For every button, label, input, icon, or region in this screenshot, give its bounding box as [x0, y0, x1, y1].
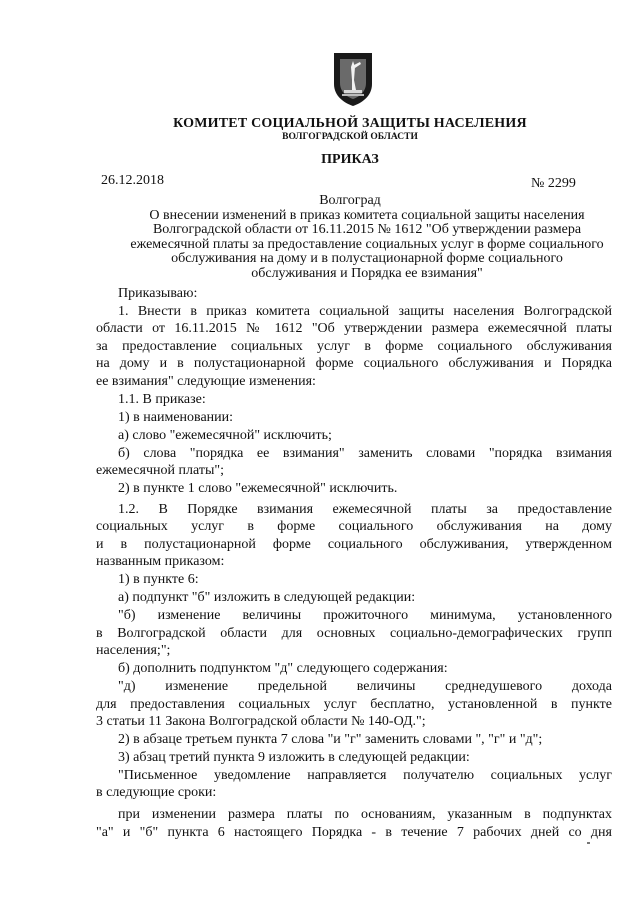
body-line: 3 статьи 11 Закона Волгоградской области № 140-ОД."; [96, 714, 426, 729]
body-line: "а" и "б" пункта 6 настоящего Порядка - в течение 7 рабочих дней со дня [96, 825, 612, 840]
body-line: а) слово "ежемесячной" исключить; [118, 428, 332, 443]
body-line: б) слова "порядка ее взимания" заменить словами "порядка взимания [118, 446, 612, 461]
body-line: "б) изменение величины прожиточного минимума, установленного [118, 608, 612, 623]
body-line: и в полустационарной форме социального обслуживания, утвержденном [96, 537, 612, 552]
body-line: ее взимания" следующие изменения: [96, 374, 316, 389]
document-number: № 2299 [531, 176, 576, 191]
body-line: 1) в пункте 6: [118, 572, 199, 587]
body-line: на дому и в полустационарной форме социального обслуживания и Порядка [96, 356, 612, 371]
body-line: 2) в абзаце третьем пункта 7 слова "и "г" заменить словами ", "г" и "д"; [118, 732, 543, 747]
body-line: области от 16.11.2015 № 1612 "Об утверждении размера ежемесячной платы [96, 321, 612, 336]
body-line: населения;"; [96, 643, 171, 658]
body-line: 1) в наименовании: [118, 410, 234, 425]
body-line: ежемесячной платы"; [96, 463, 224, 478]
body-line: "Письменное уведомление направляется получателю социальных услуг [118, 768, 612, 783]
document-date: 26.12.2018 [101, 173, 164, 188]
body-line: а) подпункт "б" изложить в следующей редакции: [118, 590, 416, 605]
scan-artifact [587, 842, 590, 844]
body-line: 3) абзац третий пункта 9 изложить в следующей редакции: [118, 750, 470, 765]
document-city: Волгоград [319, 193, 381, 208]
body-line: социальных услуг в форме социального обслуживания на дому [96, 519, 612, 534]
body-line: 1.1. В приказе: [118, 392, 206, 407]
body-line: названным приказом: [96, 554, 225, 569]
body-line: б) дополнить подпунктом "д" следующего содержания: [118, 661, 448, 676]
organization-subtitle: ВОЛГОГРАДСКОЙ ОБЛАСТИ [282, 132, 418, 142]
document-subject: О внесении изменений в приказ комитета социальной защиты населения Волгоградской области от 16.11.2015 № 1612 "Об утверждении размера ежемесячной платы за предоставление социальных услуг в форме социального обслуживания на дому и в полустационарной форме социального обслуживания и Порядка ее взимания" [130, 208, 604, 281]
body-line: для предоставления социальных услуг бесплатно, установленной в пункте [96, 697, 612, 712]
body-line: при изменении размера платы по основаниям, указанным в подпунктах [118, 807, 612, 822]
organization-title: КОМИТЕТ СОЦИАЛЬНОЙ ЗАЩИТЫ НАСЕЛЕНИЯ [173, 116, 527, 131]
coat-of-arms-icon [330, 50, 376, 108]
body-line: 1. Внести в приказ комитета социальной защиты населения Волгоградской [118, 304, 612, 319]
body-line: за предоставление социальных услуг в форме социального обслуживания [96, 339, 612, 354]
body-line: в следующие сроки: [96, 785, 217, 800]
body-line: Приказываю: [118, 286, 198, 301]
document-type: ПРИКАЗ [321, 152, 379, 167]
body-line: 2) в пункте 1 слово "ежемесячной" исключить. [118, 481, 398, 496]
body-line: "д) изменение предельной величины среднедушевого дохода [118, 679, 612, 694]
body-line: 1.2. В Порядке взимания ежемесячной платы за предоставление [118, 502, 612, 517]
body-line: в Волгоградской области для основных социально-демографических групп [96, 626, 612, 641]
